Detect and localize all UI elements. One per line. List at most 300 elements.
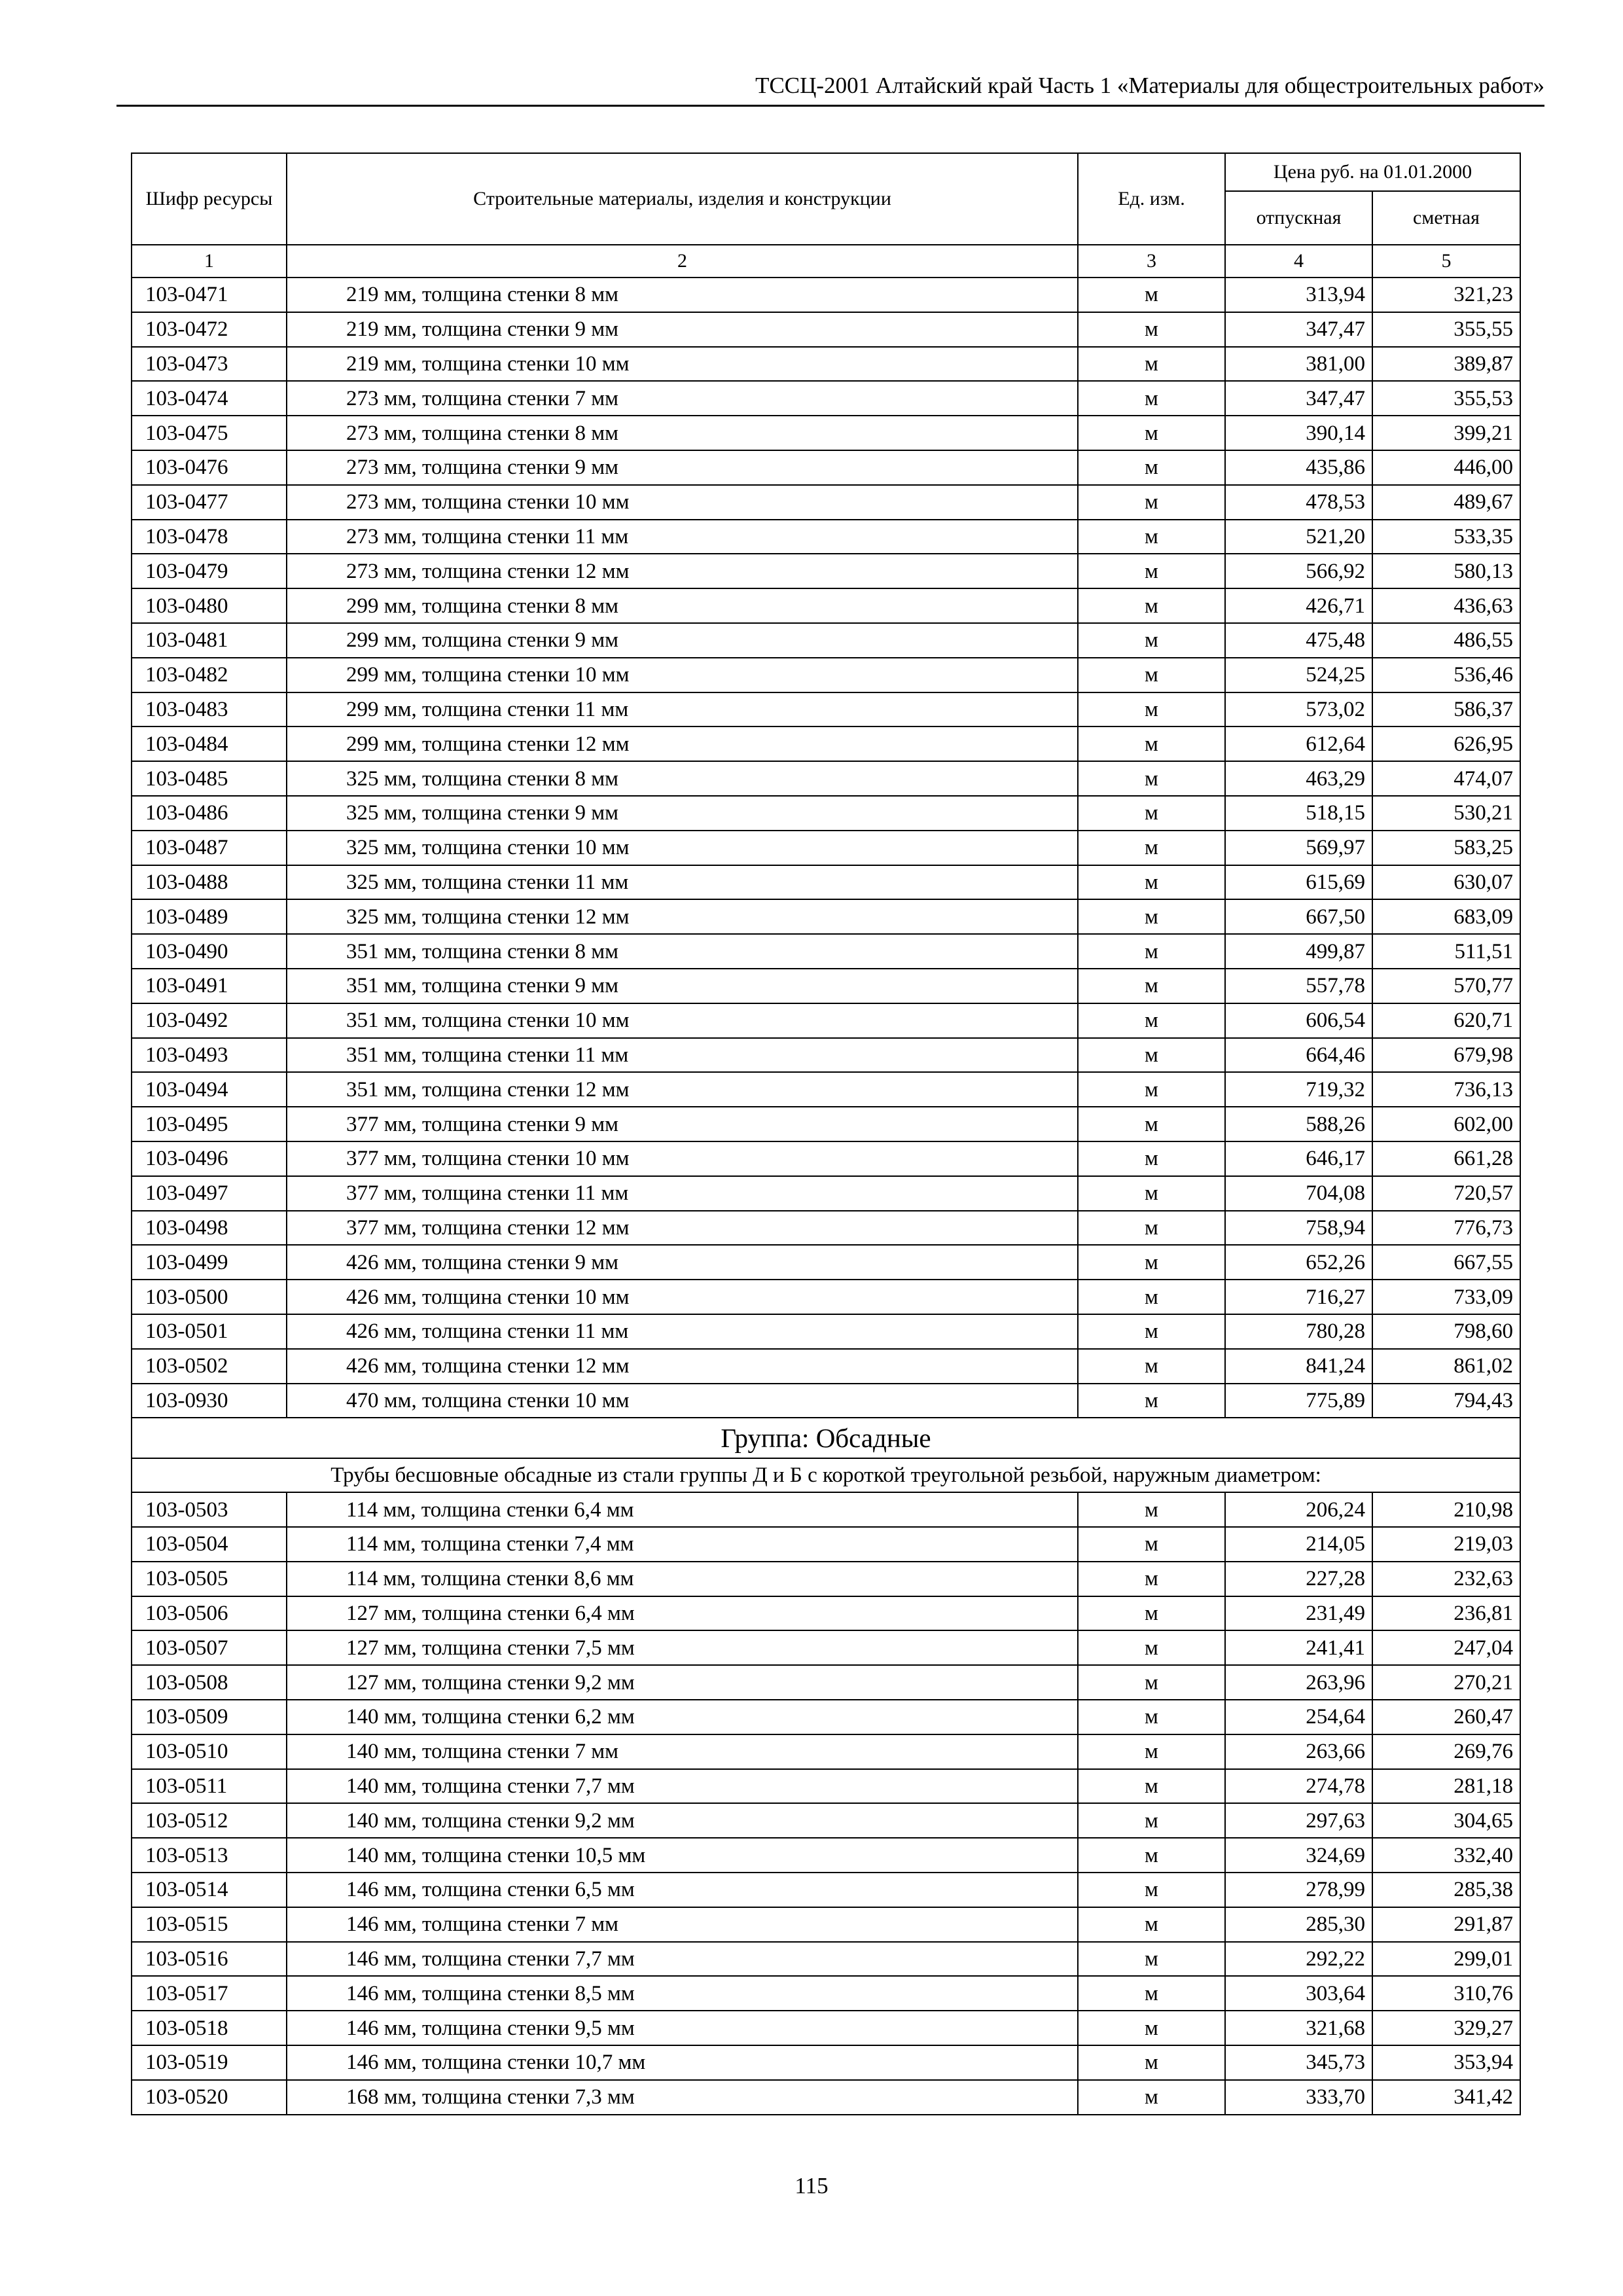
cell-price-release: 241,41 [1225,1630,1372,1665]
cell-name: 351 мм, толщина стенки 11 мм [287,1038,1078,1073]
cell-price-estimate: 679,98 [1372,1038,1520,1073]
price-table [131,152,1521,2115]
cell-unit: м [1078,1245,1225,1280]
cell-price-release: 333,70 [1225,2080,1372,2115]
column-number: 3 [1078,245,1225,278]
table-row [132,1141,1520,1176]
table-row [132,1176,1520,1211]
cell-name: 146 мм, толщина стенки 7,7 мм [287,1942,1078,1977]
cell-name: 273 мм, толщина стенки 8 мм [287,416,1078,450]
cell-code: 103-0479 [132,554,287,588]
cell-code: 103-0510 [132,1734,287,1769]
cell-code: 103-0491 [132,969,287,1003]
table-row [132,381,1520,416]
cell-code: 103-0485 [132,761,287,796]
cell-code: 103-0513 [132,1838,287,1873]
cell-price-release: 780,28 [1225,1314,1372,1349]
table-row [132,347,1520,382]
cell-code: 103-0508 [132,1665,287,1700]
cell-unit: м [1078,520,1225,554]
cell-price-estimate: 583,25 [1372,831,1520,865]
cell-unit: м [1078,934,1225,969]
cell-price-release: 524,25 [1225,658,1372,692]
table-row [132,1942,1520,1977]
cell-price-release: 758,94 [1225,1211,1372,1246]
cell-code: 103-0509 [132,1700,287,1734]
cell-unit: м [1078,2011,1225,2045]
cell-price-release: 841,24 [1225,1349,1372,1384]
cell-price-release: 667,50 [1225,899,1372,934]
table-row [132,1314,1520,1349]
cell-code: 103-0503 [132,1492,287,1527]
table-row [132,1838,1520,1873]
cell-name: 325 мм, толщина стенки 12 мм [287,899,1078,934]
cell-price-estimate: 530,21 [1372,796,1520,831]
table-row [132,1245,1520,1280]
cell-name: 299 мм, толщина стенки 8 мм [287,588,1078,623]
cell-price-estimate: 626,95 [1372,726,1520,761]
cell-code: 103-0490 [132,934,287,969]
cell-price-estimate: 511,51 [1372,934,1520,969]
cell-price-release: 254,64 [1225,1700,1372,1734]
cell-name: 273 мм, толщина стенки 10 мм [287,485,1078,520]
cell-name: 219 мм, толщина стенки 10 мм [287,347,1078,382]
cell-unit: м [1078,831,1225,865]
cell-unit: м [1078,1596,1225,1631]
table-row [132,1003,1520,1038]
cell-unit: м [1078,1769,1225,1804]
cell-name: 325 мм, толщина стенки 11 мм [287,865,1078,900]
table-row [132,450,1520,485]
table-row [132,2045,1520,2080]
page-number: 115 [794,2173,829,2198]
cell-unit: м [1078,588,1225,623]
cell-price-release: 297,63 [1225,1803,1372,1838]
cell-code: 103-0486 [132,796,287,831]
cell-unit: м [1078,1314,1225,1349]
col-header-name [287,153,1078,245]
cell-price-estimate: 570,77 [1372,969,1520,1003]
cell-unit: м [1078,450,1225,485]
cell-unit: м [1078,485,1225,520]
table-row [132,692,1520,727]
cell-price-release: 588,26 [1225,1107,1372,1141]
cell-code: 103-0511 [132,1769,287,1804]
cell-code: 103-0484 [132,726,287,761]
cell-name: 299 мм, толщина стенки 12 мм [287,726,1078,761]
cell-code: 103-0472 [132,312,287,347]
cell-price-release: 463,29 [1225,761,1372,796]
cell-unit: м [1078,278,1225,312]
cell-name: 140 мм, толщина стенки 9,2 мм [287,1803,1078,1838]
cell-price-release: 569,97 [1225,831,1372,865]
cell-price-estimate: 321,23 [1372,278,1520,312]
cell-price-estimate: 389,87 [1372,347,1520,382]
table-row [132,1803,1520,1838]
cell-price-release: 347,47 [1225,312,1372,347]
cell-code: 103-0476 [132,450,287,485]
table-row [132,416,1520,450]
cell-code: 103-0477 [132,485,287,520]
cell-price-release: 227,28 [1225,1562,1372,1596]
cell-price-estimate: 232,63 [1372,1562,1520,1596]
cell-price-estimate: 580,13 [1372,554,1520,588]
table-row [132,865,1520,900]
cell-unit: м [1078,1873,1225,1907]
cell-price-release: 606,54 [1225,1003,1372,1038]
cell-code: 103-0483 [132,692,287,727]
cell-code: 103-0518 [132,2011,287,2045]
table-row [132,623,1520,658]
cell-code: 103-0512 [132,1803,287,1838]
table-row [132,588,1520,623]
table-row [132,726,1520,761]
col-header-name-label: Строительные материалы, изделия и конструкции [473,188,891,209]
cell-code: 103-0504 [132,1527,287,1562]
table-row [132,312,1520,347]
cell-price-estimate: 486,55 [1372,623,1520,658]
cell-code: 103-0520 [132,2080,287,2115]
cell-price-estimate: 436,63 [1372,588,1520,623]
cell-unit: м [1078,1527,1225,1562]
cell-name: 146 мм, толщина стенки 10,7 мм [287,2045,1078,2080]
cell-code: 103-0488 [132,865,287,900]
cell-price-estimate: 219,03 [1372,1527,1520,1562]
cell-code: 103-0516 [132,1942,287,1977]
cell-code: 103-0471 [132,278,287,312]
cell-name: 325 мм, толщина стенки 10 мм [287,831,1078,865]
cell-code: 103-0519 [132,2045,287,2080]
table-row [132,278,1520,312]
cell-unit: м [1078,1803,1225,1838]
cell-name: 127 мм, толщина стенки 6,4 мм [287,1596,1078,1631]
column-number: 5 [1372,245,1520,278]
cell-price-release: 390,14 [1225,416,1372,450]
cell-price-estimate: 281,18 [1372,1769,1520,1804]
cell-price-release: 704,08 [1225,1176,1372,1211]
table-row [132,1976,1520,2011]
cell-name: 325 мм, толщина стенки 9 мм [287,796,1078,831]
col-header-release [1225,191,1372,245]
table-row [132,934,1520,969]
cell-unit: м [1078,1562,1225,1596]
cell-price-estimate: 210,98 [1372,1492,1520,1527]
cell-name: 127 мм, толщина стенки 7,5 мм [287,1630,1078,1665]
cell-unit: м [1078,1665,1225,1700]
cell-unit: м [1078,969,1225,1003]
cell-code: 103-0517 [132,1976,287,2011]
table-row [132,1873,1520,1907]
table-row [132,1700,1520,1734]
cell-name: 377 мм, толщина стенки 11 мм [287,1176,1078,1211]
column-number: 2 [287,245,1078,278]
cell-code: 103-0475 [132,416,287,450]
cell-price-estimate: 236,81 [1372,1596,1520,1631]
cell-code: 103-0478 [132,520,287,554]
cell-price-release: 475,48 [1225,623,1372,658]
cell-price-release: 615,69 [1225,865,1372,900]
cell-unit: м [1078,416,1225,450]
cell-code: 103-0514 [132,1873,287,1907]
cell-price-release: 321,68 [1225,2011,1372,2045]
cell-code: 103-0481 [132,623,287,658]
cell-price-estimate: 260,47 [1372,1700,1520,1734]
cell-price-estimate: 291,87 [1372,1907,1520,1942]
cell-price-release: 719,32 [1225,1072,1372,1107]
table-head-row [132,153,1520,191]
cell-price-release: 303,64 [1225,1976,1372,2011]
cell-price-estimate: 776,73 [1372,1211,1520,1246]
cell-price-release: 612,64 [1225,726,1372,761]
cell-code: 103-0493 [132,1038,287,1073]
table-row [132,1107,1520,1141]
cell-unit: м [1078,796,1225,831]
table-row [132,1280,1520,1314]
cell-price-estimate: 341,42 [1372,2080,1520,2115]
cell-price-release: 231,49 [1225,1596,1372,1631]
column-number: 4 [1225,245,1372,278]
cell-name: 273 мм, толщина стенки 12 мм [287,554,1078,588]
cell-unit: м [1078,1630,1225,1665]
table-row [132,658,1520,692]
cell-name: 351 мм, толщина стенки 9 мм [287,969,1078,1003]
column-number-row [132,245,1520,278]
cell-price-release: 521,20 [1225,520,1372,554]
table-row [132,485,1520,520]
cell-price-estimate: 269,76 [1372,1734,1520,1769]
table-body-section-a [132,278,1520,1418]
cell-price-release: 557,78 [1225,969,1372,1003]
cell-unit: м [1078,1492,1225,1527]
col-header-code [132,153,287,245]
cell-price-release: 345,73 [1225,2045,1372,2080]
group-title: Группа: Обсадные [132,1418,1520,1458]
cell-price-release: 347,47 [1225,381,1372,416]
cell-unit: м [1078,658,1225,692]
cell-name: 114 мм, толщина стенки 8,6 мм [287,1562,1078,1596]
cell-price-release: 263,96 [1225,1665,1372,1700]
cell-name: 325 мм, толщина стенки 8 мм [287,761,1078,796]
cell-price-estimate: 304,65 [1372,1803,1520,1838]
cell-price-release: 278,99 [1225,1873,1372,1907]
cell-name: 219 мм, толщина стенки 8 мм [287,278,1078,312]
col-header-unit [1078,153,1225,245]
cell-name: 470 мм, толщина стенки 10 мм [287,1384,1078,1418]
cell-price-estimate: 798,60 [1372,1314,1520,1349]
cell-unit: м [1078,1141,1225,1176]
table-row [132,1734,1520,1769]
cell-name: 351 мм, толщина стенки 8 мм [287,934,1078,969]
cell-code: 103-0497 [132,1176,287,1211]
group-subtitle: Трубы бесшовные обсадные из стали группы Д и Б с короткой треугольной резьбой, наружным диаметром: [132,1458,1520,1492]
cell-price-estimate: 794,43 [1372,1384,1520,1418]
cell-unit: м [1078,1700,1225,1734]
cell-price-estimate: 661,28 [1372,1141,1520,1176]
cell-price-estimate: 446,00 [1372,450,1520,485]
cell-name: 377 мм, толщина стенки 9 мм [287,1107,1078,1141]
table-row [132,1384,1520,1418]
cell-name: 299 мм, толщина стенки 9 мм [287,623,1078,658]
group-section [132,1418,1520,1492]
cell-name: 299 мм, толщина стенки 11 мм [287,692,1078,727]
cell-price-release: 573,02 [1225,692,1372,727]
cell-price-release: 716,27 [1225,1280,1372,1314]
cell-price-release: 435,86 [1225,450,1372,485]
cell-code: 103-0515 [132,1907,287,1942]
cell-unit: м [1078,1176,1225,1211]
cell-price-release: 478,53 [1225,485,1372,520]
cell-code: 103-0498 [132,1211,287,1246]
cell-unit: м [1078,726,1225,761]
cell-unit: м [1078,554,1225,588]
cell-price-estimate: 299,01 [1372,1942,1520,1977]
cell-unit: м [1078,1280,1225,1314]
cell-unit: м [1078,865,1225,900]
cell-code: 103-0474 [132,381,287,416]
cell-price-release: 426,71 [1225,588,1372,623]
cell-price-estimate: 586,37 [1372,692,1520,727]
table-row [132,1072,1520,1107]
cell-code: 103-0499 [132,1245,287,1280]
cell-price-release: 646,17 [1225,1141,1372,1176]
cell-name: 140 мм, толщина стенки 10,5 мм [287,1838,1078,1873]
cell-price-estimate: 332,40 [1372,1838,1520,1873]
table-head [132,153,1520,278]
cell-unit: м [1078,1211,1225,1246]
cell-name: 273 мм, толщина стенки 9 мм [287,450,1078,485]
cell-unit: м [1078,2080,1225,2115]
cell-name: 140 мм, толщина стенки 7,7 мм [287,1769,1078,1804]
cell-name: 273 мм, толщина стенки 11 мм [287,520,1078,554]
cell-price-estimate: 861,02 [1372,1349,1520,1384]
cell-name: 273 мм, толщина стенки 7 мм [287,381,1078,416]
cell-unit: м [1078,623,1225,658]
cell-price-estimate: 355,55 [1372,312,1520,347]
cell-name: 377 мм, толщина стенки 12 мм [287,1211,1078,1246]
cell-price-estimate: 270,21 [1372,1665,1520,1700]
cell-code: 103-0492 [132,1003,287,1038]
cell-name: 426 мм, толщина стенки 12 мм [287,1349,1078,1384]
table-row [132,1038,1520,1073]
table-row [132,899,1520,934]
running-header [116,69,1544,107]
cell-code: 103-0496 [132,1141,287,1176]
table-row [132,796,1520,831]
cell-name: 426 мм, толщина стенки 11 мм [287,1314,1078,1349]
cell-code: 103-0502 [132,1349,287,1384]
cell-name: 351 мм, толщина стенки 12 мм [287,1072,1078,1107]
cell-price-release: 652,26 [1225,1245,1372,1280]
table-row [132,2011,1520,2045]
cell-unit: м [1078,1107,1225,1141]
group-subtitle-row [132,1458,1520,1492]
cell-code: 103-0494 [132,1072,287,1107]
table-row [132,1492,1520,1527]
cell-name: 140 мм, толщина стенки 7 мм [287,1734,1078,1769]
cell-price-release: 285,30 [1225,1907,1372,1942]
table-row [132,1769,1520,1804]
cell-price-estimate: 630,07 [1372,865,1520,900]
cell-unit: м [1078,761,1225,796]
col-header-price [1225,153,1520,191]
cell-code: 103-0482 [132,658,287,692]
cell-name: 146 мм, толщина стенки 7 мм [287,1907,1078,1942]
table-row [132,1211,1520,1246]
cell-price-estimate: 353,94 [1372,2045,1520,2080]
cell-unit: м [1078,1942,1225,1977]
cell-name: 114 мм, толщина стенки 6,4 мм [287,1492,1078,1527]
cell-price-release: 292,22 [1225,1942,1372,1977]
table-row [132,969,1520,1003]
cell-price-estimate: 602,00 [1372,1107,1520,1141]
cell-price-estimate: 733,09 [1372,1280,1520,1314]
table-row [132,761,1520,796]
cell-name: 114 мм, толщина стенки 7,4 мм [287,1527,1078,1562]
cell-code: 103-0505 [132,1562,287,1596]
cell-price-estimate: 533,35 [1372,520,1520,554]
cell-name: 140 мм, толщина стенки 6,2 мм [287,1700,1078,1734]
cell-unit: м [1078,312,1225,347]
cell-name: 146 мм, толщина стенки 9,5 мм [287,2011,1078,2045]
cell-price-estimate: 667,55 [1372,1245,1520,1280]
col-header-unit-label: Ед. изм. [1118,188,1185,209]
table-row [132,831,1520,865]
cell-unit: м [1078,1838,1225,1873]
col-header-price-label: Цена руб. на 01.01.2000 [1273,161,1472,183]
table-row [132,1349,1520,1384]
cell-unit: м [1078,1072,1225,1107]
column-number: 1 [132,245,287,278]
cell-price-release: 518,15 [1225,796,1372,831]
cell-unit: м [1078,1907,1225,1942]
cell-price-estimate: 620,71 [1372,1003,1520,1038]
table-body-section-b [132,1492,1520,2114]
cell-unit: м [1078,1003,1225,1038]
cell-price-estimate: 489,67 [1372,485,1520,520]
cell-price-estimate: 536,46 [1372,658,1520,692]
cell-price-release: 381,00 [1225,347,1372,382]
cell-unit: м [1078,2045,1225,2080]
cell-code: 103-0487 [132,831,287,865]
col-header-estimate [1372,191,1520,245]
table-row [132,2080,1520,2115]
cell-code: 103-0507 [132,1630,287,1665]
cell-price-estimate: 247,04 [1372,1630,1520,1665]
col-header-estimate-label: сметная [1413,207,1480,228]
cell-price-release: 263,66 [1225,1734,1372,1769]
cell-price-estimate: 683,09 [1372,899,1520,934]
header-title: ТССЦ-2001 Алтайский край Часть 1 «Материалы для общестроительных работ» [755,73,1544,98]
cell-price-release: 499,87 [1225,934,1372,969]
cell-code: 103-0500 [132,1280,287,1314]
cell-code: 103-0930 [132,1384,287,1418]
cell-price-estimate: 474,07 [1372,761,1520,796]
cell-price-release: 206,24 [1225,1492,1372,1527]
cell-unit: м [1078,1976,1225,2011]
table-row [132,1630,1520,1665]
cell-price-release: 664,46 [1225,1038,1372,1073]
cell-name: 351 мм, толщина стенки 10 мм [287,1003,1078,1038]
cell-price-release: 324,69 [1225,1838,1372,1873]
cell-name: 146 мм, толщина стенки 8,5 мм [287,1976,1078,2011]
cell-name: 168 мм, толщина стенки 7,3 мм [287,2080,1078,2115]
cell-unit: м [1078,1734,1225,1769]
table-row [132,520,1520,554]
cell-unit: м [1078,1038,1225,1073]
cell-price-release: 214,05 [1225,1527,1372,1562]
cell-price-estimate: 329,27 [1372,2011,1520,2045]
cell-price-release: 566,92 [1225,554,1372,588]
